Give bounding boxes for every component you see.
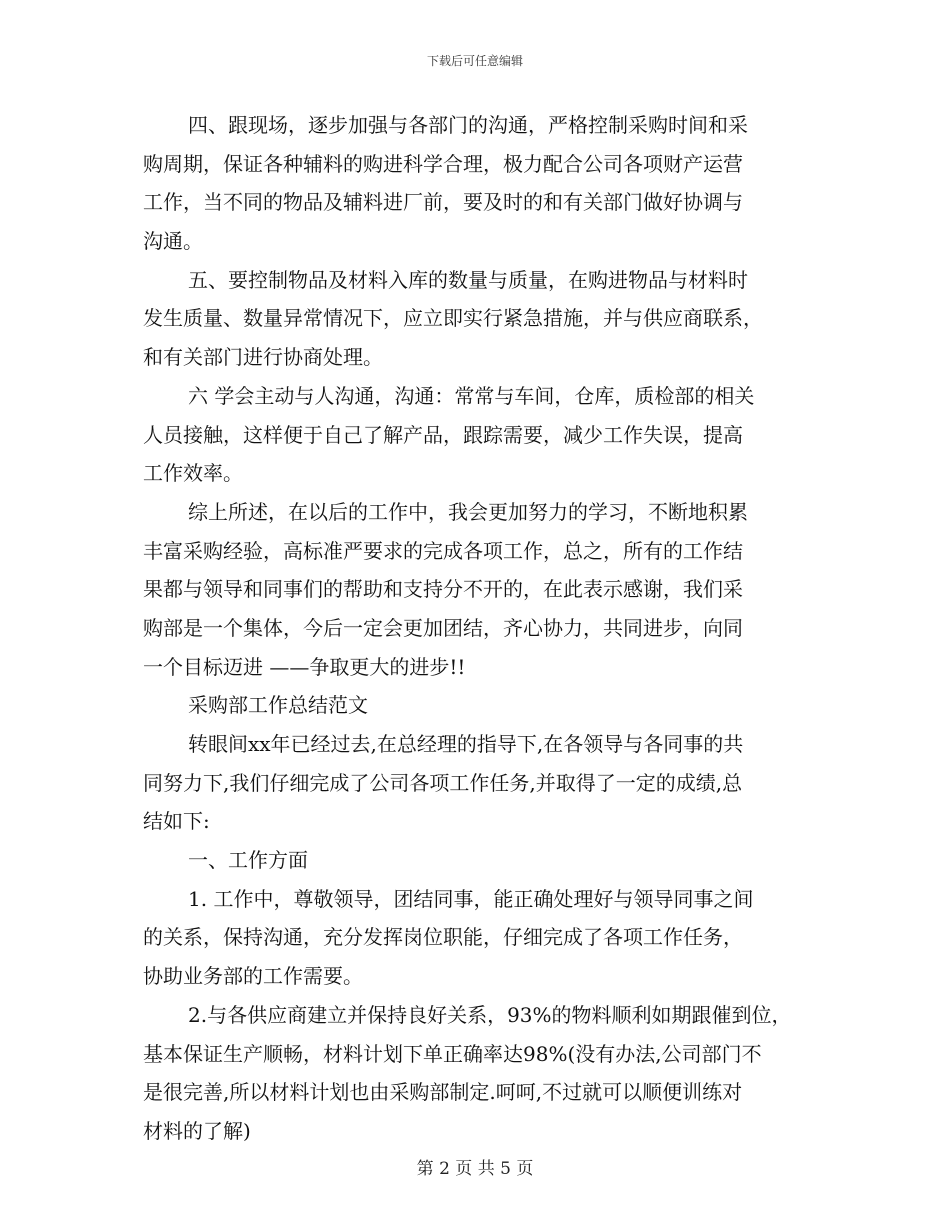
text-line: 四、跟现场，逐步加强与各部门的沟通，严格控制采购时间和采 bbox=[188, 113, 748, 137]
document-body bbox=[143, 106, 807, 1151]
text-line: 结如下: bbox=[143, 809, 210, 834]
text-line: 采购部工作总结范文 bbox=[188, 693, 368, 718]
text-line: 同努力下,我们仔细完成了公司各项工作任务,并取得了一定的成绩,总 bbox=[143, 770, 743, 795]
text-line: 综上所述，在以后的工作中，我会更加努力的学习，不断地积累 bbox=[188, 499, 748, 524]
text-line: 一、工作方面 bbox=[188, 848, 308, 873]
page-footer: 第 2 页 共 5 页 bbox=[416, 1159, 534, 1179]
text-line: 和有关部门进行协商处理。 bbox=[143, 345, 383, 370]
text-line: 人员接触，这样便于自己了解产品，跟踪需要，减少工作失误，提高 bbox=[143, 422, 743, 447]
text-line: 1. 工作中，尊敬领导，团结同事，能正确处理好与领导同事之间 bbox=[188, 886, 754, 911]
text-line: 工作效率。 bbox=[143, 461, 243, 486]
text-line: 一个目标迈进 ——争取更大的进步!! bbox=[143, 654, 466, 679]
text-line: 是很完善,所以材料计划也由采购部制定.呵呵,不过就可以顺便训练对 bbox=[143, 1080, 743, 1105]
text-line: 购部是一个集体，今后一定会更加团结，齐心协力，共同进步，向同 bbox=[143, 615, 743, 640]
text-line: 基本保证生产顺畅，材料计划下单正确率达98%(没有办法,公司部门不 bbox=[143, 1041, 762, 1066]
text-line: 2.与各供应商建立并保持良好关系，93%的物料顺利如期跟催到位， bbox=[188, 1002, 792, 1027]
text-line: 的关系，保持沟通，充分发挥岗位职能，仔细完成了各项工作任务， bbox=[143, 925, 743, 950]
text-line: 六 学会主动与人沟通，沟通：常常与车间，仓库，质检部的相关 bbox=[188, 383, 755, 408]
page-header: 下载后可任意编辑 bbox=[426, 54, 523, 68]
text-line: 发生质量、数量异常情况下，应立即实行紧急措施，并与供应商联系， bbox=[143, 306, 763, 331]
text-line: 购周期，保证各种辅料的购进科学合理，极力配合公司各项财产运营 bbox=[143, 151, 743, 176]
text-line: 沟通。 bbox=[143, 229, 203, 254]
text-line: 材料的了解) bbox=[143, 1118, 251, 1143]
text-line: 五、要控制物品及材料入库的数量与质量，在购进物品与材料时 bbox=[188, 267, 748, 292]
text-line: 协助业务部的工作需要。 bbox=[143, 964, 363, 989]
text-line: 丰富采购经验，高标准严要求的完成各项工作，总之，所有的工作结 bbox=[143, 538, 743, 563]
text-line: 转眼间xx年已经过去,在总经理的指导下,在各领导与各同事的共 bbox=[188, 732, 744, 756]
text-line: 工作，当不同的物品及辅料进厂前，要及时的和有关部门做好协调与 bbox=[143, 190, 743, 215]
text-line: 果都与领导和同事们的帮助和支持分不开的，在此表示感谢，我们采 bbox=[143, 577, 743, 602]
